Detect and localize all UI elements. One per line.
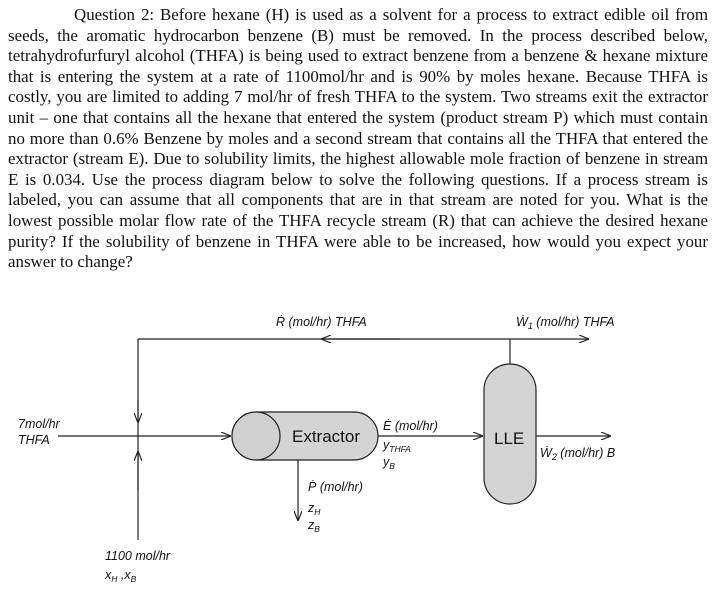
feed-composition-label: $x_H$ $,x_B$ bbox=[105, 568, 137, 584]
e-stream-y-thfa: $y_{THFA}$ bbox=[383, 438, 411, 454]
p-stream-label: Ṗ (mol/hr) bbox=[308, 480, 363, 494]
e-stream-label: Ė (mol/hr) bbox=[383, 419, 438, 433]
fresh-thfa-rate-label: 7mol/hr bbox=[18, 417, 60, 431]
w1-stream-label: Ẇ$_1$ (mol/hr) THFA bbox=[516, 315, 615, 331]
p-stream-z-h: $z_H$ bbox=[308, 501, 321, 517]
e-stream-y-b: $y_B$ bbox=[383, 455, 395, 471]
recycle-stream-label: Ṙ (mol/hr) THFA bbox=[276, 315, 367, 329]
fresh-thfa-component-label: THFA bbox=[18, 433, 50, 447]
lle-label: LLE bbox=[494, 429, 525, 448]
extractor-end-cap bbox=[232, 412, 280, 460]
w2-stream-label: Ẇ$_2$ (mol/hr) B bbox=[540, 446, 616, 462]
question-text: Question 2: Before hexane (H) is used as a solvent for a process to extract edible oil from seeds, the aromatic hydrocarbon benzene (B) must be removed. In the process described below, tetrahydrofurfuryl alcohol (THFA) is being used to extract benzene from a benzene & hexane mixture that is entering the system at a rate of 1100mol/hr and is 90% by moles hexane. Because THFA is costly, you are limited to adding 7 mol/hr of fresh THFA to the system. Two streams exit the extractor unit – one that contains all the hexane that entered the system (product stream P) which must contain no more than 0.6% Benzene by moles and a second stream that contains all the THFA that entered the extractor (stream E). Due to solubility limits, the highest allowable mole fraction of benzene in stream E is 0.034. Use the process diagram below to solve the following questions. If a process stream is labeled, you can assume that all components that are in that stream are noted for you. What is the lowest possible molar flow rate of the THFA recycle stream (R) that can achieve the desired hexane purity? If the solubility of benzene in THFA were able to be increased, how would you expect your answer to change? bbox=[8, 5, 708, 272]
p-stream-z-b: $z_B$ bbox=[308, 518, 320, 534]
feed-rate-label: 1100 mol/hr bbox=[105, 549, 171, 563]
extractor-label: Extractor bbox=[292, 427, 361, 446]
